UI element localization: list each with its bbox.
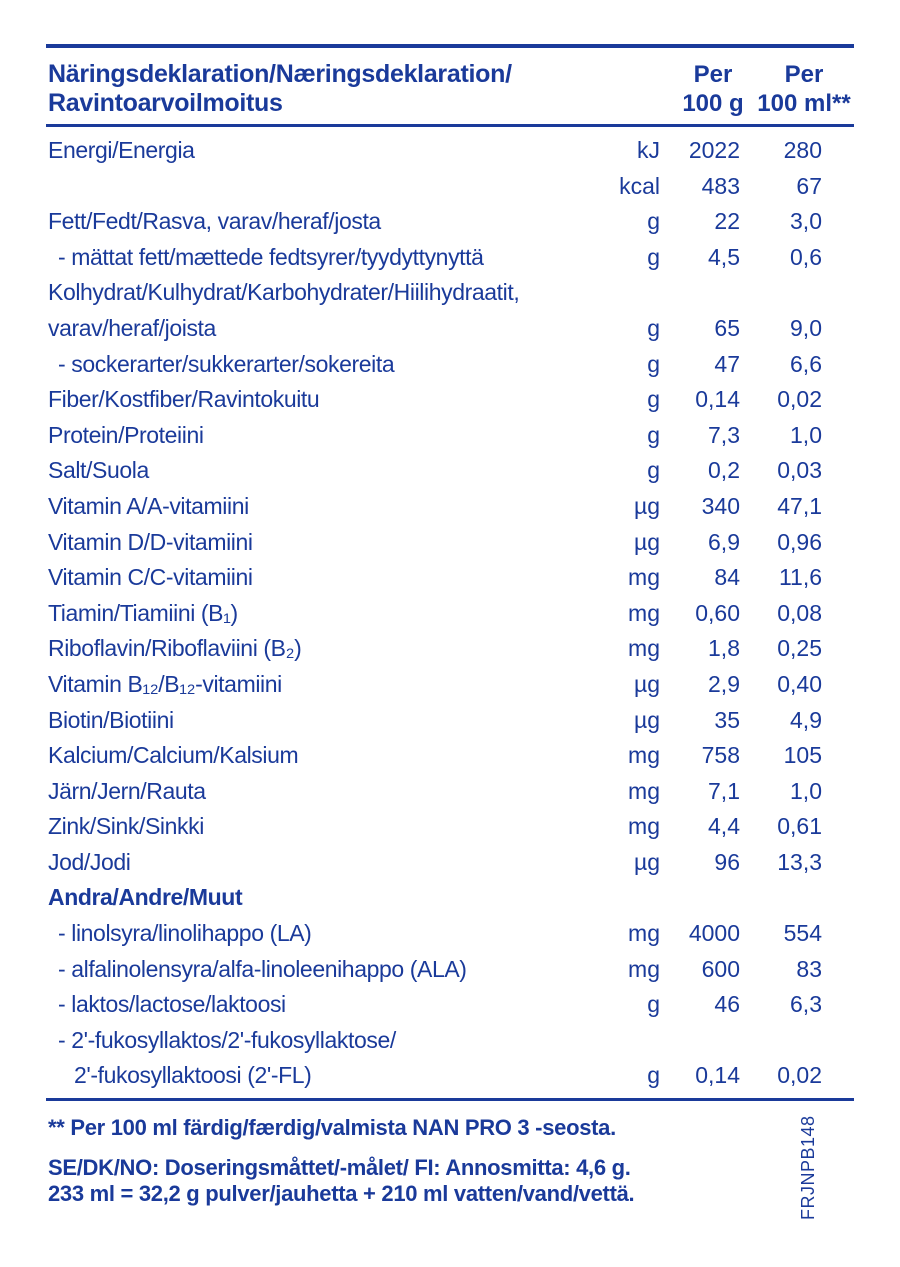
nutrient-label: Järn/Jern/Rauta [48,777,206,804]
nutrient-label: - laktos/lactose/laktoosi [58,991,286,1018]
value-per-100ml: 13,3 [777,848,822,875]
table-header [46,48,854,124]
nutrient-row [46,631,854,667]
value-per-100g: 2,9 [708,670,740,697]
footnote-mixing: 233 ml = 32,2 g pulver/jauhetta + 210 ml vatten/vand/vettä. [48,1181,635,1207]
value-per-100ml: 6,3 [790,991,822,1018]
value-per-100ml: 0,08 [777,599,822,626]
nutrient-row [46,738,854,774]
nutrient-label: Jod/Jodi [48,848,131,875]
nutrient-unit: g [647,314,660,341]
nutrient-row [46,311,854,347]
nutrient-unit: mg [628,599,660,626]
nutrient-row [46,809,854,845]
nutrient-unit: g [647,208,660,235]
nutrient-row [46,133,854,169]
nutrient-label: Protein/Proteiini [48,421,204,448]
value-per-100ml: 0,40 [777,670,822,697]
nutrient-unit: µg [633,670,660,697]
value-per-100g: 483 [701,172,740,199]
nutrient-label: Tiamin/Tiamiini (B₁) [48,599,238,626]
nutrient-label: Vitamin C/C-vitamiini [48,564,253,591]
nutrient-label: Andra/Andre/Muut [48,884,243,911]
value-per-100ml: 0,61 [777,813,822,840]
value-per-100g: 7,1 [708,777,740,804]
nutrient-unit: g [647,421,660,448]
value-per-100ml: 0,6 [790,243,822,270]
value-per-100g: 22 [714,208,740,235]
value-per-100g: 7,3 [708,421,740,448]
nutrient-unit: mg [628,955,660,982]
nutrient-label: Riboflavin/Riboflaviini (B₂) [48,635,302,662]
value-per-100g: 35 [714,706,740,733]
nutrient-row [46,560,854,596]
value-per-100g: 46 [714,991,740,1018]
value-per-100ml: 280 [783,137,822,163]
nutrient-unit: mg [628,742,660,769]
nutrient-label: Vitamin D/D-vitamiini [48,528,253,555]
value-per-100ml: 105 [783,742,822,769]
nutrient-unit: g [647,350,660,377]
nutrient-label: - mättat fett/mættede fedtsyrer/tyydyttynyttä [58,243,484,270]
nutrient-label: - sockerarter/sukkerarter/sokereita [58,350,395,377]
value-per-100g: 0,14 [695,386,740,413]
column-header-per-100g: Per 100 g [682,61,744,117]
nutrient-label: - alfalinolensyra/alfa-linoleenihappo (ALA) [58,955,467,982]
nutrient-label: Vitamin A/A-vitamiini [48,492,249,519]
nutrient-unit: g [647,1062,660,1089]
nutrient-row [46,1023,854,1059]
nutrient-label: Kolhydrat/Kulhydrat/Karbohydrater/Hiilihydraatit, [48,279,520,306]
value-per-100g: 1,8 [708,635,740,662]
value-per-100g: 96 [714,848,740,875]
nutrient-unit: mg [628,564,660,591]
nutrient-row [46,169,854,205]
value-per-100g: 4,5 [708,243,740,270]
nutrient-unit: mg [628,777,660,804]
nutrient-label: varav/heraf/joista [48,314,216,341]
value-per-100ml: 67 [796,172,822,199]
nutrient-label: Kalcium/Calcium/Kalsium [48,742,299,769]
nutrient-row [46,987,854,1023]
value-per-100ml: 4,9 [790,706,822,733]
footnote-dosage: SE/DK/NO: Doseringsmåttet/-målet/ FI: Annosmitta: 4,6 g. [48,1155,631,1181]
column-header-per-100ml: Per 100 ml** [757,61,851,117]
value-per-100g: 2022 [688,137,740,163]
nutrient-row [46,703,854,739]
nutrient-unit: kcal [619,172,660,199]
nutrient-label: Zink/Sink/Sinkki [48,813,204,840]
nutrient-label: - 2'-fukosyllaktos/2'-fukosyllaktose/ [58,1026,396,1053]
nutrient-row [46,453,854,489]
nutrient-label: Biotin/Biotiini [48,706,174,733]
nutrient-label: Fiber/Kostfiber/Ravintokuitu [48,386,320,413]
nutrition-panel [46,44,854,1220]
value-per-100g: 47 [714,350,740,377]
value-per-100ml: 554 [783,920,822,947]
nutrient-row [46,240,854,276]
value-per-100g: 600 [701,955,740,982]
nutrient-rows [46,127,854,1098]
nutrient-row [46,667,854,703]
value-per-100ml: 0,96 [777,528,822,555]
nutrient-unit: mg [628,920,660,947]
nutrient-row [46,1058,854,1094]
nutrient-row [46,952,854,988]
value-per-100g: 84 [714,564,740,591]
nutrient-unit: µg [633,492,660,519]
nutrient-label: 2'-fukosyllaktoosi (2'-FL) [74,1062,312,1089]
nutrient-unit: µg [633,848,660,875]
value-per-100ml: 0,02 [777,386,822,413]
nutrient-unit: g [647,991,660,1018]
nutrient-row [46,596,854,632]
nutrient-unit: µg [633,528,660,555]
nutrient-unit: kJ [637,137,660,163]
value-per-100g: 0,2 [708,457,740,484]
nutrient-row [46,845,854,881]
nutrient-row [46,525,854,561]
value-per-100ml: 0,03 [777,457,822,484]
value-per-100g: 340 [701,492,740,519]
nutrient-label: Vitamin B₁₂/B₁₂-vitamiini [48,670,282,697]
value-per-100g: 758 [701,742,740,769]
footnote-preparation: ** Per 100 ml färdig/færdig/valmista NAN PRO 3 -seosta. [48,1115,616,1141]
value-per-100ml: 6,6 [790,350,822,377]
nutrient-label: Energi/Energia [48,137,195,163]
nutrient-label: Fett/Fedt/Rasva, varav/heraf/josta [48,208,381,235]
value-per-100ml: 47,1 [777,492,822,519]
nutrient-row [46,916,854,952]
value-per-100ml: 0,02 [777,1062,822,1089]
nutrient-label: Salt/Suola [48,457,149,484]
product-code: FRJNPB148 [798,1115,818,1220]
nutrient-row [46,275,854,311]
nutrient-unit: g [647,243,660,270]
value-per-100ml: 1,0 [790,421,822,448]
nutrient-unit: mg [628,813,660,840]
value-per-100g: 4,4 [708,813,740,840]
value-per-100g: 65 [714,314,740,341]
value-per-100g: 4000 [688,920,740,947]
value-per-100ml: 1,0 [790,777,822,804]
value-per-100g: 0,60 [695,599,740,626]
nutrient-row [46,774,854,810]
nutrient-row [46,418,854,454]
nutrient-row [46,489,854,525]
value-per-100g: 0,14 [695,1062,740,1089]
nutrient-unit: mg [628,635,660,662]
value-per-100ml: 0,25 [777,635,822,662]
value-per-100ml: 11,6 [778,564,822,591]
value-per-100ml: 9,0 [790,314,822,341]
table-title: Näringsdeklaration/Næringsdeklaration/ Ravintoarvoilmoitus [48,60,512,117]
value-per-100ml: 83 [796,955,822,982]
nutrient-unit: g [647,386,660,413]
nutrient-row [46,880,854,916]
value-per-100ml: 3,0 [790,208,822,235]
footer [46,1101,854,1220]
nutrient-unit: g [647,457,660,484]
nutrient-row [46,382,854,418]
nutrient-label: - linolsyra/linolihappo (LA) [58,920,312,947]
nutrient-row [46,347,854,383]
nutrient-unit: µg [633,706,660,733]
nutrient-row [46,204,854,240]
value-per-100g: 6,9 [708,528,740,555]
